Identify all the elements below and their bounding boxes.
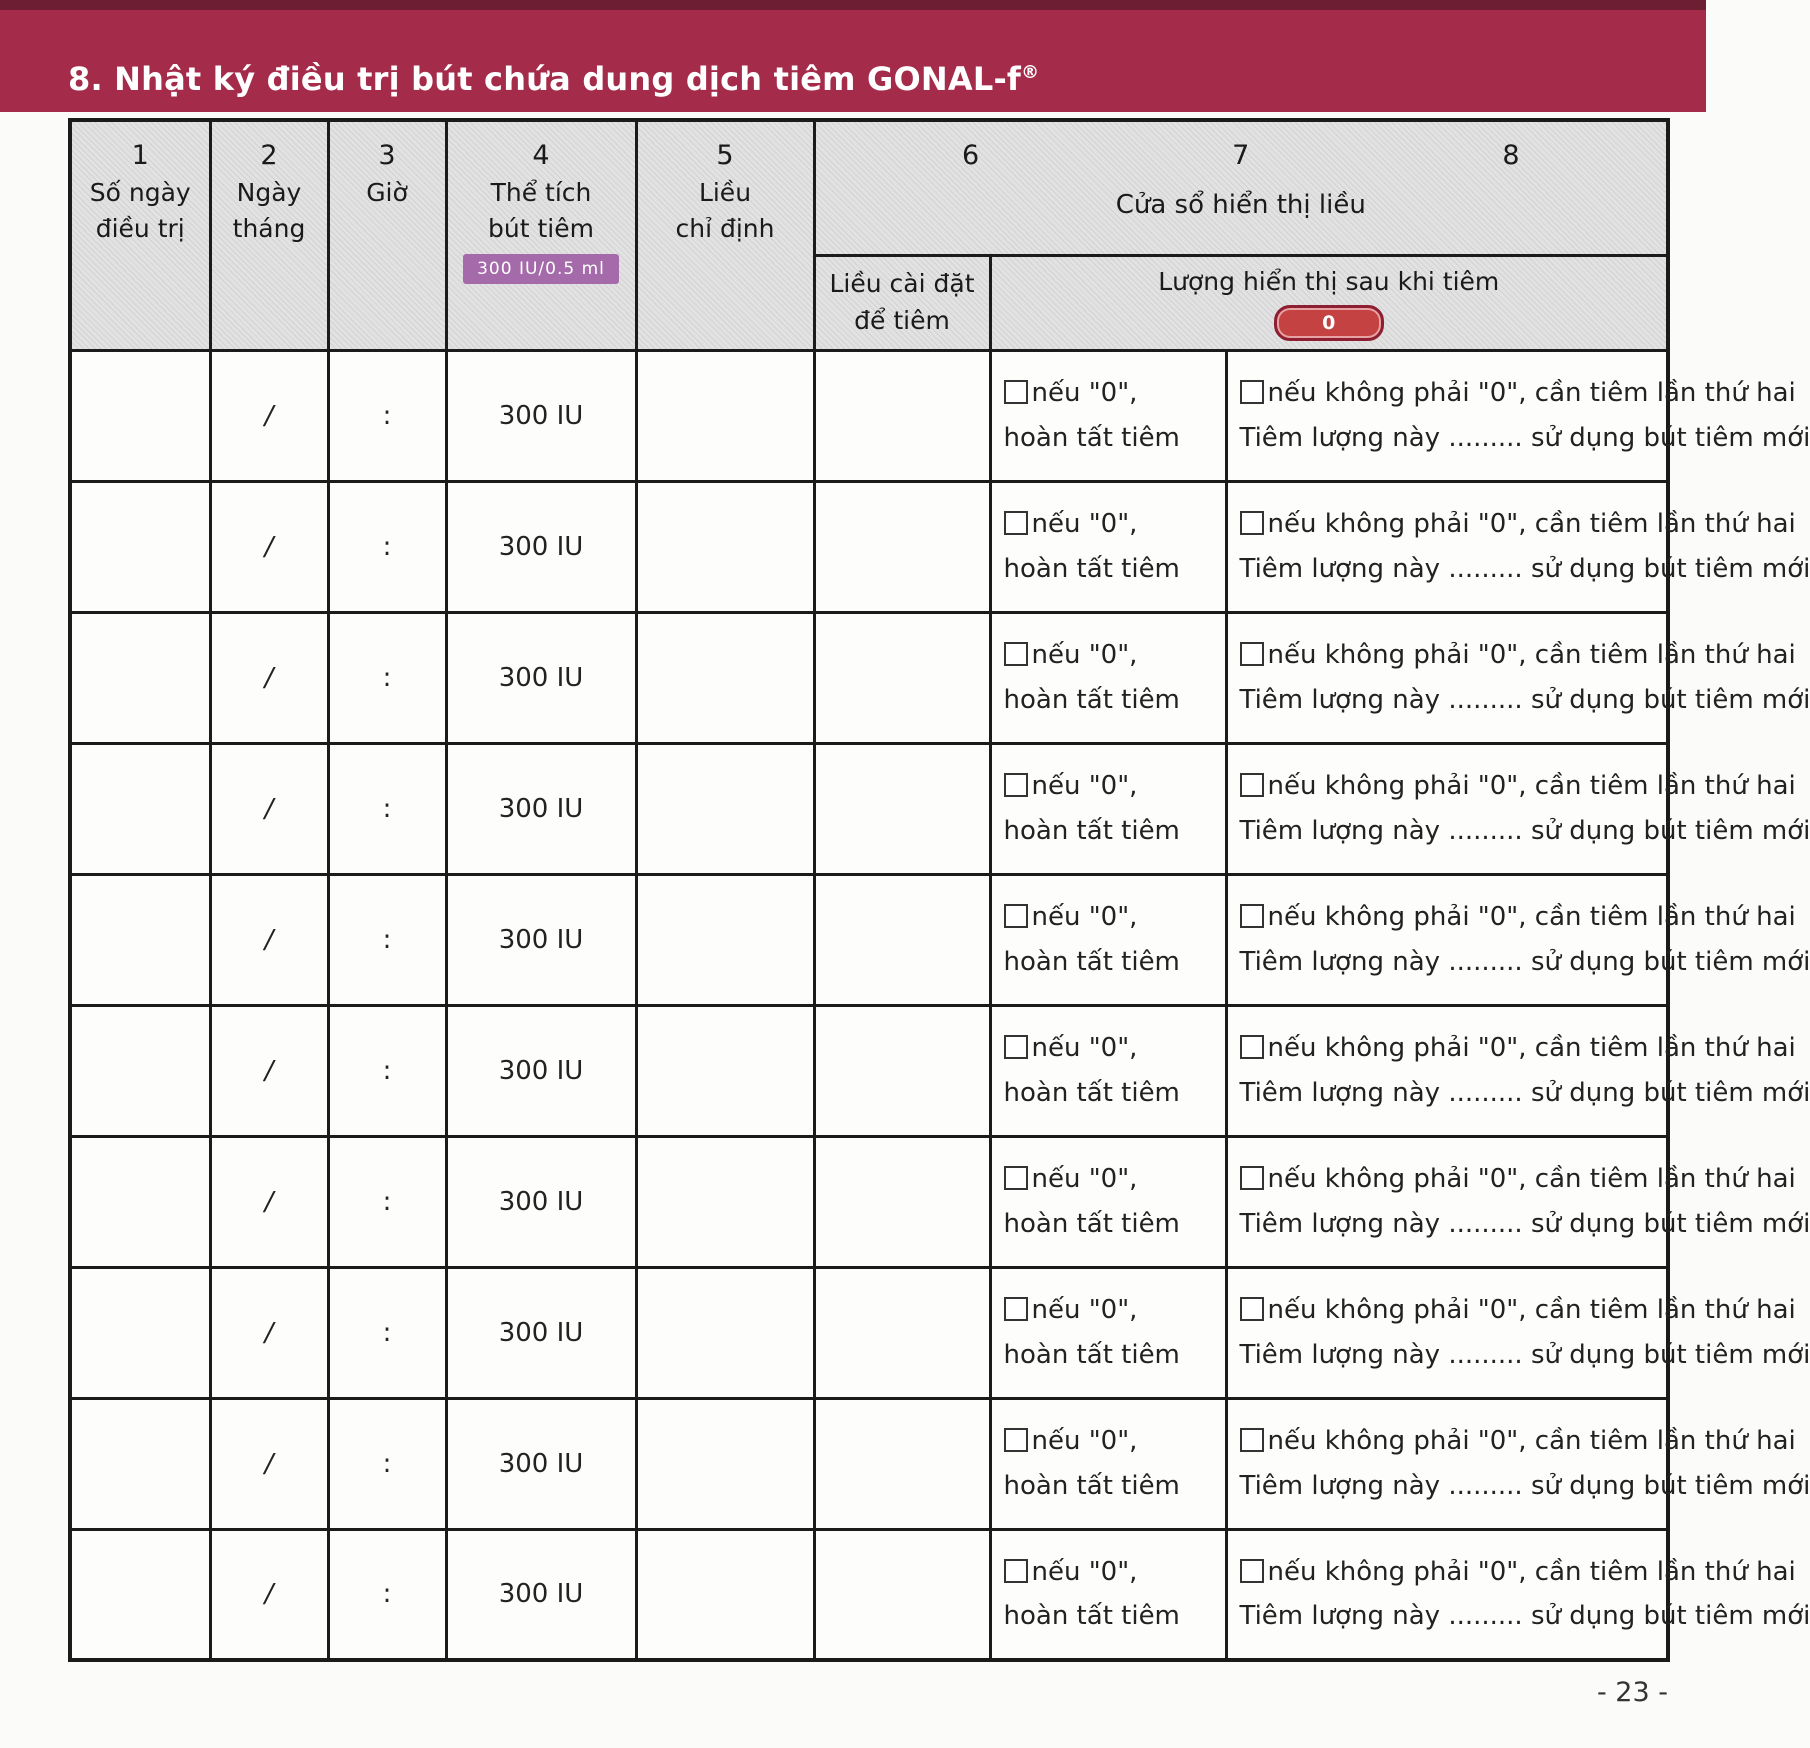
checkbox-label: nếu "0", (1031, 509, 1138, 540)
date-cell[interactable] (210, 1005, 328, 1136)
pen-volume-value: 300 IU (498, 793, 584, 824)
col-header-treatment-day (70, 120, 210, 350)
pen-volume-value: 300 IU (498, 924, 584, 955)
set-dose-cell[interactable] (814, 743, 990, 874)
page-title (68, 60, 1039, 98)
col-label: Ngày (236, 178, 302, 208)
checkbox-label: nếu "0", (1031, 378, 1138, 409)
header-row-1 (70, 120, 1668, 255)
checkbox-label: nếu không phải "0", cần tiêm lần thứ hai (1267, 1164, 1796, 1195)
col-header-date (210, 120, 328, 350)
checkbox-label: nếu không phải "0", cần tiêm lần thứ hai (1267, 1557, 1796, 1588)
set-dose-cell[interactable] (814, 1529, 990, 1660)
table-row (70, 1136, 1668, 1267)
checkbox-label: nếu "0", (1031, 1557, 1138, 1588)
checkbox-label: nếu không phải "0", cần tiêm lần thứ hai (1267, 771, 1796, 802)
time-separator: : (382, 1579, 392, 1610)
col-number: 4 (532, 140, 550, 171)
checkbox-label: nếu không phải "0", cần tiêm lần thứ hai (1267, 1033, 1796, 1064)
second-injection-cell (1226, 481, 1810, 612)
checkbox-label-line2: hoàn tất tiêm (1003, 1208, 1180, 1239)
date-cell[interactable] (210, 743, 328, 874)
date-separator: / (264, 400, 274, 431)
col-numbers-6-8 (816, 136, 1667, 175)
pen-volume-cell (446, 1267, 636, 1398)
checkbox-label-line2: hoàn tất tiêm (1003, 1339, 1180, 1370)
complete-injection-cell (990, 1267, 1226, 1398)
checkbox-icon[interactable] (1004, 642, 1028, 666)
treatment-log-table (68, 118, 1810, 1662)
col-label: điều trị (95, 214, 185, 244)
pen-volume-value: 300 IU (498, 1186, 584, 1217)
second-injection-cell (1226, 1529, 1810, 1660)
date-cell[interactable] (210, 1267, 328, 1398)
treatment-day-cell[interactable] (70, 1267, 210, 1398)
col-header-time (328, 120, 446, 350)
date-separator: / (264, 1317, 274, 1348)
treatment-day-cell[interactable] (70, 1529, 210, 1660)
col-number: 2 (260, 140, 278, 171)
time-separator: : (382, 793, 392, 824)
complete-injection-cell (990, 612, 1226, 743)
pen-volume-cell (446, 1529, 636, 1660)
pen-volume-value: 300 IU (498, 1448, 584, 1479)
checkbox-label-line2: hoàn tất tiêm (1003, 1601, 1180, 1632)
time-separator: : (382, 1055, 392, 1086)
second-injection-cell (1226, 1005, 1810, 1136)
checkbox-label: nếu "0", (1031, 902, 1138, 933)
set-dose-cell[interactable] (814, 1267, 990, 1398)
time-cell[interactable] (328, 874, 446, 1005)
checkbox-icon[interactable] (1240, 904, 1264, 928)
checkbox-label: nếu "0", (1031, 1295, 1138, 1326)
treatment-day-cell[interactable] (70, 1136, 210, 1267)
time-cell[interactable] (328, 1267, 446, 1398)
prescribed-dose-cell[interactable] (636, 1267, 814, 1398)
time-separator: : (382, 924, 392, 955)
page-number: - 23 - (1596, 1677, 1668, 1708)
date-separator: / (264, 1186, 274, 1217)
checkbox-label-line2: hoàn tất tiêm (1003, 422, 1180, 453)
table-row (70, 1005, 1668, 1136)
col-number: 6 (961, 140, 980, 171)
prescribed-dose-cell[interactable] (636, 743, 814, 874)
treatment-day-cell[interactable] (70, 1005, 210, 1136)
checkbox-icon[interactable] (1240, 380, 1264, 404)
treatment-day-cell[interactable] (70, 743, 210, 874)
pen-volume-value: 300 IU (498, 400, 584, 431)
time-cell[interactable] (328, 1005, 446, 1136)
date-cell[interactable] (210, 1136, 328, 1267)
date-separator: / (264, 1448, 274, 1479)
date-separator: / (264, 924, 274, 955)
col-header-set-dose (814, 255, 990, 350)
checkbox-label-line2: hoàn tất tiêm (1003, 946, 1180, 977)
checkbox-icon[interactable] (1240, 642, 1264, 666)
pen-volume-cell (446, 874, 636, 1005)
pen-volume-cell (446, 612, 636, 743)
table-row (70, 350, 1668, 481)
col-number: 1 (131, 140, 149, 171)
checkbox-icon[interactable] (1004, 1428, 1028, 1452)
checkbox-icon[interactable] (1004, 773, 1028, 797)
checkbox-icon[interactable] (1004, 1035, 1028, 1059)
pen-volume-cell (446, 1005, 636, 1136)
treatment-day-cell[interactable] (70, 874, 210, 1005)
second-injection-instruction: Tiêm lượng này ......... sử dụng bút tiêm mới (1239, 1470, 1810, 1501)
second-injection-instruction: Tiêm lượng này ......... sử dụng bút tiêm mới (1239, 1208, 1810, 1239)
set-dose-cell[interactable] (814, 1005, 990, 1136)
complete-injection-cell (990, 1398, 1226, 1529)
checkbox-label: nếu không phải "0", cần tiêm lần thứ hai (1267, 1295, 1796, 1326)
checkbox-icon[interactable] (1240, 511, 1264, 535)
pen-volume-cell (446, 1398, 636, 1529)
complete-injection-cell (990, 1005, 1226, 1136)
time-cell[interactable] (328, 350, 446, 481)
time-separator: : (382, 662, 392, 693)
prescribed-dose-cell[interactable] (636, 350, 814, 481)
col-number: 3 (378, 140, 396, 171)
date-cell[interactable] (210, 874, 328, 1005)
col-number: 7 (1232, 140, 1250, 171)
col-label: chỉ định (675, 214, 775, 244)
table-row (70, 743, 1668, 874)
second-injection-instruction: Tiêm lượng này ......... sử dụng bút tiêm mới (1239, 553, 1810, 584)
complete-injection-cell (990, 350, 1226, 481)
time-cell[interactable] (328, 743, 446, 874)
checkbox-label-line2: hoàn tất tiêm (1003, 1470, 1180, 1501)
date-separator: / (264, 662, 274, 693)
date-cell[interactable] (210, 1398, 328, 1529)
prescribed-dose-cell[interactable] (636, 1529, 814, 1660)
second-injection-instruction: Tiêm lượng này ......... sử dụng bút tiêm mới (1239, 946, 1810, 977)
checkbox-icon[interactable] (1004, 904, 1028, 928)
col-label: Số ngày (89, 178, 191, 208)
pen-volume-badge: 300 IU/0.5 ml (463, 254, 619, 285)
table-row (70, 1267, 1668, 1398)
complete-injection-cell (990, 1529, 1226, 1660)
treatment-day-cell[interactable] (70, 1398, 210, 1529)
col-label: tháng (232, 214, 306, 244)
second-injection-cell (1226, 1398, 1810, 1529)
pen-volume-cell (446, 350, 636, 481)
second-injection-instruction: Tiêm lượng này ......... sử dụng bút tiêm mới (1239, 1077, 1810, 1108)
complete-injection-cell (990, 481, 1226, 612)
treatment-day-cell[interactable] (70, 612, 210, 743)
checkbox-icon[interactable] (1240, 773, 1264, 797)
second-injection-instruction: Tiêm lượng này ......... sử dụng bút tiêm mới (1239, 422, 1810, 453)
second-injection-cell (1226, 1136, 1810, 1267)
time-cell[interactable] (328, 1529, 446, 1660)
checkbox-label: nếu "0", (1031, 1033, 1138, 1064)
second-injection-cell (1226, 743, 1810, 874)
date-cell[interactable] (210, 1529, 328, 1660)
checkbox-label: nếu "0", (1031, 640, 1138, 671)
col-header-after-injection (990, 255, 1668, 350)
display-value: 0 (1322, 311, 1336, 334)
col-header-pen-volume (446, 120, 636, 350)
second-injection-instruction: Tiêm lượng này ......... sử dụng bút tiêm mới (1239, 1339, 1810, 1370)
checkbox-label: nếu không phải "0", cần tiêm lần thứ hai (1267, 902, 1796, 933)
complete-injection-cell (990, 874, 1226, 1005)
set-dose-cell[interactable] (814, 1136, 990, 1267)
col-label: Giờ (366, 178, 408, 208)
prescribed-dose-cell[interactable] (636, 874, 814, 1005)
pen-volume-cell (446, 481, 636, 612)
second-injection-instruction: Tiêm lượng này ......... sử dụng bút tiêm mới (1239, 684, 1810, 715)
second-injection-cell (1226, 1267, 1810, 1398)
pen-volume-value: 300 IU (498, 531, 584, 562)
col-label: Liều (698, 178, 752, 208)
checkbox-icon[interactable] (1240, 1559, 1264, 1583)
second-injection-cell (1226, 350, 1810, 481)
second-injection-instruction: Tiêm lượng này ......... sử dụng bút tiêm mới (1239, 815, 1810, 846)
after-injection-label: Lượng hiển thị sau khi tiêm (1158, 267, 1500, 297)
table-row (70, 612, 1668, 743)
treatment-day-cell[interactable] (70, 481, 210, 612)
time-cell[interactable] (328, 612, 446, 743)
time-separator: : (382, 531, 392, 562)
date-separator: / (264, 531, 274, 562)
date-cell[interactable] (210, 612, 328, 743)
pen-volume-value: 300 IU (498, 662, 584, 693)
checkbox-icon[interactable] (1004, 511, 1028, 535)
checkbox-icon[interactable] (1004, 1166, 1028, 1190)
page-title-text: 8. Nhật ký điều trị bút chứa dung dịch tiêm GONAL-f (68, 60, 1022, 98)
col-label: Liều cài đặt (829, 269, 975, 299)
checkbox-icon[interactable] (1004, 380, 1028, 404)
second-injection-cell (1226, 612, 1810, 743)
date-separator: / (264, 1055, 274, 1086)
col-label: Thể tích (490, 178, 592, 208)
checkbox-label: nếu không phải "0", cần tiêm lần thứ hai (1267, 509, 1796, 540)
table-row (70, 874, 1668, 1005)
set-dose-cell[interactable] (814, 481, 990, 612)
date-separator: / (264, 793, 274, 824)
checkbox-label: nếu không phải "0", cần tiêm lần thứ hai (1267, 640, 1796, 671)
log-body (70, 350, 1810, 1660)
checkbox-icon[interactable] (1240, 1428, 1264, 1452)
checkbox-icon[interactable] (1240, 1297, 1264, 1321)
pen-volume-value: 300 IU (498, 1579, 584, 1610)
checkbox-icon[interactable] (1004, 1297, 1028, 1321)
col-header-dose-window (814, 120, 1668, 255)
col-label: để tiêm (854, 305, 950, 335)
date-cell[interactable] (210, 481, 328, 612)
checkbox-icon[interactable] (1240, 1166, 1264, 1190)
col-header-prescribed-dose (636, 120, 814, 350)
prescribed-dose-cell[interactable] (636, 481, 814, 612)
checkbox-icon[interactable] (1240, 1035, 1264, 1059)
checkbox-label-line2: hoàn tất tiêm (1003, 1077, 1180, 1108)
dose-window-title: Cửa sổ hiển thị liều (1115, 190, 1366, 221)
complete-injection-cell (990, 743, 1226, 874)
set-dose-cell[interactable] (814, 612, 990, 743)
checkbox-label-line2: hoàn tất tiêm (1003, 553, 1180, 584)
checkbox-label: nếu không phải "0", cần tiêm lần thứ hai (1267, 1426, 1796, 1457)
time-cell[interactable] (328, 1136, 446, 1267)
checkbox-label: nếu "0", (1031, 1426, 1138, 1457)
col-number: 8 (1502, 140, 1520, 171)
checkbox-label: nếu không phải "0", cần tiêm lần thứ hai (1267, 378, 1796, 409)
time-separator: : (382, 1448, 392, 1479)
treatment-day-cell[interactable] (70, 350, 210, 481)
time-separator: : (382, 400, 392, 431)
col-label: bút tiêm (488, 214, 594, 244)
pen-volume-value: 300 IU (498, 1055, 584, 1086)
set-dose-cell[interactable] (814, 1398, 990, 1529)
pen-volume-value: 300 IU (498, 1317, 584, 1348)
table-row (70, 1529, 1668, 1660)
date-separator: / (264, 1579, 274, 1610)
second-injection-instruction: Tiêm lượng này ......... sử dụng bút tiêm mới (1239, 1601, 1810, 1632)
time-cell[interactable] (328, 481, 446, 612)
set-dose-cell[interactable] (814, 350, 990, 481)
pen-volume-cell (446, 743, 636, 874)
second-injection-cell (1226, 874, 1810, 1005)
set-dose-cell[interactable] (814, 874, 990, 1005)
checkbox-label: nếu "0", (1031, 1164, 1138, 1195)
prescribed-dose-cell[interactable] (636, 1136, 814, 1267)
time-separator: : (382, 1186, 392, 1217)
trademark-symbol: ® (1021, 62, 1040, 83)
checkbox-icon[interactable] (1004, 1559, 1028, 1583)
pen-volume-cell (446, 1136, 636, 1267)
checkbox-label: nếu "0", (1031, 771, 1138, 802)
date-cell[interactable] (210, 350, 328, 481)
prescribed-dose-cell[interactable] (636, 1398, 814, 1529)
table-row (70, 1398, 1668, 1529)
dose-display-window-icon (1274, 305, 1384, 341)
time-separator: : (382, 1317, 392, 1348)
header-top-line (0, 0, 1706, 10)
checkbox-label-line2: hoàn tất tiêm (1003, 684, 1180, 715)
table-row (70, 481, 1668, 612)
col-number: 5 (716, 140, 734, 171)
prescribed-dose-cell[interactable] (636, 1005, 814, 1136)
time-cell[interactable] (328, 1398, 446, 1529)
checkbox-label-line2: hoàn tất tiêm (1003, 815, 1180, 846)
complete-injection-cell (990, 1136, 1226, 1267)
prescribed-dose-cell[interactable] (636, 612, 814, 743)
